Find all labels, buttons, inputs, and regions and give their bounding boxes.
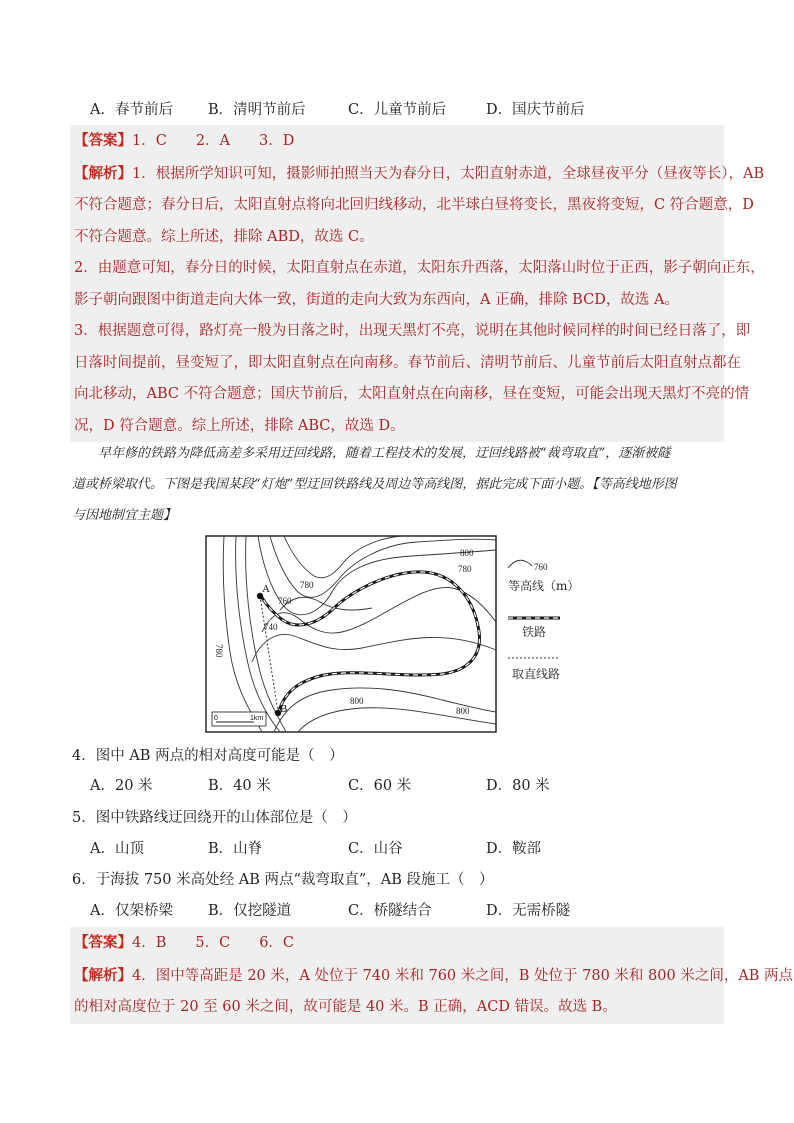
analysis-text: 4．图中等高距是 20 米，A 处位于 740 米和 760 米之间，B 处位于 780 米和 800 米之间，AB 两点 bbox=[132, 967, 794, 984]
question-stem-4: 4．图中 AB 两点的相对高度可能是（ ） bbox=[72, 748, 344, 764]
answer-tag: 【答案】 bbox=[74, 132, 132, 149]
q6-option-b: B．仅挖隧道 bbox=[208, 903, 292, 919]
answer-line-1 bbox=[74, 125, 724, 158]
q5-option-a: A．山顶 bbox=[90, 841, 144, 857]
q6-option-a: A．仅架桥梁 bbox=[90, 903, 173, 919]
q6-option-c: C．桥隧结合 bbox=[348, 903, 432, 919]
analysis-line: 不符合题意；春分日后，太阳直射点将向北回归线移动，北半球白昼将变长，黑夜将变短，C 符合题意，D bbox=[74, 197, 754, 213]
contour-label: 780 bbox=[214, 644, 224, 658]
contour-map-figure bbox=[202, 532, 602, 742]
contour-label: 760 bbox=[278, 596, 292, 606]
answer-tag: 【答案】 bbox=[74, 934, 132, 951]
map-legend bbox=[508, 560, 579, 681]
analysis-line: 3．根据题意可得，路灯亮一般为日落之时，出现天黑灯不亮，说明在其他时候同样的时间已经日落了，即 bbox=[74, 323, 751, 339]
question-stem-6: 6．于海拔 750 米高处经 AB 两点“裁弯取直”，AB 段施工（ ） bbox=[72, 872, 494, 888]
analysis-line: 向北移动，ABC 不符合题意；国庆节前后，太阳直射点在向南移，昼在变短，可能会出现天黑灯不亮的情 bbox=[74, 386, 750, 402]
q3-option-d: D．国庆节前后 bbox=[486, 102, 585, 118]
q6-option-d: D．无需桥隧 bbox=[486, 903, 571, 919]
question-intro bbox=[72, 438, 724, 531]
contour-line bbox=[236, 536, 280, 732]
analysis-tag: 【解析】 bbox=[74, 164, 132, 182]
contour-label: 780 bbox=[300, 580, 314, 590]
contour-label: 800 bbox=[350, 696, 364, 706]
question-stem-5: 5．图中铁路线迂回绕开的山体部位是（ ） bbox=[72, 810, 357, 826]
q4-option-b: B．40 米 bbox=[208, 778, 271, 794]
q4-option-c: C．60 米 bbox=[348, 778, 412, 794]
analysis-line: 况，D 符合题意。综上所述，排除 ABC，故选 D。 bbox=[74, 417, 405, 434]
analysis-line: 不符合题意。综上所述，排除 ABD，故选 C。 bbox=[74, 228, 374, 245]
legend-contour-value: 760 bbox=[534, 562, 548, 572]
q4-option-d: D．80 米 bbox=[486, 778, 550, 794]
answer-text: 1．C 2．A 3．D bbox=[132, 133, 295, 149]
analysis-line: 2．由题意可知，春分日的时候，太阳直射点在赤道，太阳东升西落，太阳落山时位于正西，影子朝向正东， bbox=[74, 260, 765, 276]
railway-line bbox=[260, 572, 480, 714]
q5-option-c: C．山谷 bbox=[348, 841, 403, 857]
analysis-line: 的相对高度位于 20 至 60 米之间，故可能是 40 米。B 正确，ACD 错误。故选 B。 bbox=[74, 999, 617, 1015]
contour-line bbox=[284, 536, 402, 578]
q6-options bbox=[90, 899, 730, 923]
answer-analysis-block-1 bbox=[70, 125, 765, 442]
analysis-line bbox=[74, 158, 765, 191]
contour-line bbox=[280, 597, 372, 610]
legend-contour-swatch bbox=[508, 560, 532, 568]
contour-label: 740 bbox=[264, 622, 278, 632]
contour-label: 800 bbox=[456, 706, 470, 716]
q4-options bbox=[90, 774, 730, 798]
contour-line bbox=[252, 634, 496, 662]
contour-label: 780 bbox=[458, 564, 472, 574]
point-b-label: B bbox=[280, 703, 288, 715]
q5-options bbox=[90, 837, 730, 861]
q3-option-c: C．儿童节前后 bbox=[348, 102, 447, 118]
railway-dash bbox=[260, 572, 480, 714]
intro-line: 与因地制宜主题】 bbox=[72, 508, 177, 523]
point-a-label: A bbox=[262, 583, 270, 595]
q5-option-d: D．鞍部 bbox=[486, 841, 542, 857]
intro-line: 道或桥梁取代。下图是我国某段“灯炮”型迂回铁路线及周边等高线图，据此完成下面小题。【等高线地形图 bbox=[72, 477, 677, 492]
answer-line-2 bbox=[74, 927, 724, 960]
intro-line: 早年修的铁路为降低高差多采用迂回线路，随着工程技术的发展，迂回线路被“裁弯取直”，逐渐被隧 bbox=[72, 446, 671, 461]
analysis-line: 影子朝向跟图中街道走向大体一致，街道的走向大致为东西向，A 正确，排除 BCD，故选 A。 bbox=[74, 291, 679, 308]
q5-option-b: B．山脊 bbox=[208, 841, 263, 857]
legend-straight-label: 取直线路 bbox=[512, 667, 561, 681]
q4-option-a: A．20 米 bbox=[90, 778, 153, 794]
scale-unit: 1km bbox=[250, 715, 264, 722]
contour-label: 800 bbox=[460, 548, 474, 558]
analysis-line: 日落时间提前，昼变短了，即太阳直射点在向南移。春节前后、清明节前后、儿童节前后太阳直射点都在 bbox=[74, 354, 741, 371]
answer-analysis-block-2 bbox=[70, 927, 794, 1024]
analysis-tag: 【解析】 bbox=[74, 966, 132, 984]
analysis-line bbox=[74, 960, 794, 993]
legend-railway-label: 铁路 bbox=[522, 625, 547, 639]
q3-option-b: B．清明节前后 bbox=[208, 102, 306, 118]
answer-text: 4．B 5．C 6．C bbox=[132, 935, 295, 951]
q3-options bbox=[90, 98, 730, 122]
legend-contour-label: 等高线（m） bbox=[508, 579, 580, 593]
analysis-text: 1．根据所学知识可知，摄影师拍照当天为春分日，太阳直射赤道，全球昼夜平分（昼夜等长），AB bbox=[132, 165, 765, 182]
scale-zero: 0 bbox=[214, 715, 218, 722]
q3-option-a: A．春节前后 bbox=[90, 102, 173, 118]
